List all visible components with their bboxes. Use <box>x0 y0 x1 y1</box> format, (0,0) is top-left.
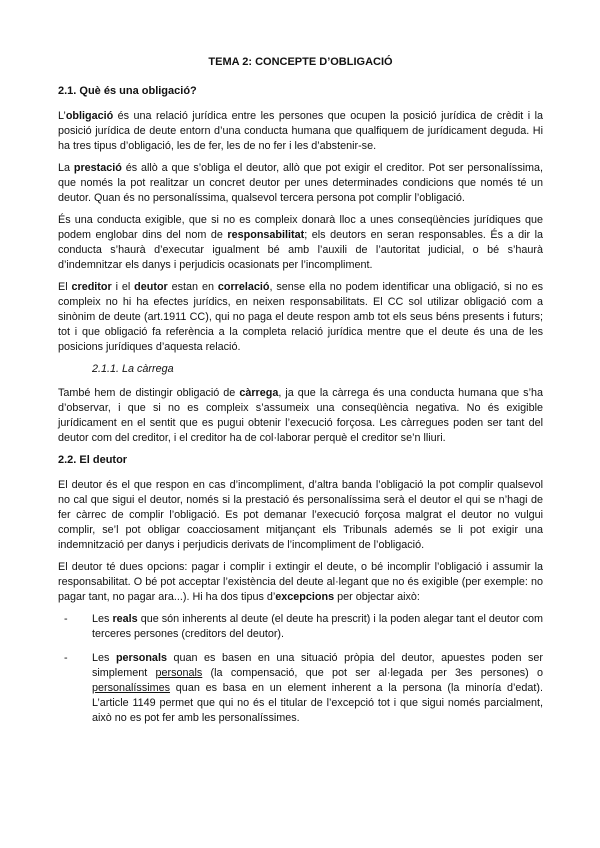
text-run: ; els deutors en seran responsables. És a dir la conducta s’haurà d’executar igualment bé amb l’auxili de l’autoritat judicial, o bé s’haurà d’indemnitzar els danys i perjudicis ocasionats per l’incompliment. <box>58 229 544 271</box>
underlined-term: personals <box>155 667 203 679</box>
bold-term: excepcions <box>275 591 335 603</box>
text-run: , sense ella no podem identificar una obligació, si no es compleix no hi ha efectes jurídics, en neixen responsabilitats. El CC sol utilizar obligació com a sinònim de deute (art.1911 CC), qui no paga el deute respon amb tot els seus béns presents i futurs; tot i que obligació fa referència a la completa relació jurídica mentre que el deute és una de les posicions jurídiques d’aquesta relació. <box>58 281 544 353</box>
paragraph <box>58 213 543 273</box>
text-run: estan en <box>167 281 218 293</box>
bold-term: responsabilitat <box>227 229 305 241</box>
text-run: La <box>58 162 74 174</box>
document-body <box>58 84 543 726</box>
paragraph <box>58 478 543 553</box>
paragraph <box>58 560 543 605</box>
paragraph <box>58 280 543 355</box>
text-run: quan es basen en una situació pròpia del deutor, apuestes poden ser simplement <box>92 652 543 679</box>
subsection-heading: 2.1.1. La càrrega <box>92 363 174 375</box>
bold-term: creditor <box>71 281 112 293</box>
section-heading: 2.1. Què és una obligació? <box>58 85 197 97</box>
text-run: Les <box>92 652 116 664</box>
bold-term: personals <box>115 652 167 664</box>
text-run: , ja que la càrrega és una conducta humana que s’ha d’observar, i que si no es compleix s’assumeix una conseqüència negativa. No és exigible jurídicament en el sentit que es pugui obtenir l’execució forçosa. Les càrregues poden ser tant del deutor com del creditor, i el creditor ha de col·laborar perquè el creditor se’n lliuri. <box>58 387 543 444</box>
bold-term: prestació <box>73 162 122 174</box>
text-run: quan es basa en un element inherent a la persona (la minoría d’edat). L’article 1149 permet que qui no és el titular de l’excepció tot i que sigui només parcialment, això no es pot fer amb les personalíssimes. <box>92 682 543 724</box>
bold-term: càrrega <box>239 387 279 399</box>
list-item <box>58 651 543 726</box>
bold-term: correlació <box>217 281 270 293</box>
bold-term: reals <box>112 613 138 625</box>
bullet-dash: - <box>64 652 68 664</box>
text-run: El deutor té dues opcions: pagar i complir i extingir el deute, o bé incomplir l’obligació i assumir la responsabilitat. O bé pot acceptar l’existència del deute al·legant que no és exigible (per exemple: no pagar tant, no pagar ara...). Hi ha dos tipus d’ <box>58 561 543 603</box>
paragraph <box>58 386 543 446</box>
document-page <box>58 55 543 735</box>
text-run: El deutor és el que respon en cas d’incompliment, d’altra banda l’obligació la pot complir qualsevol no cal que sigui el deutor, només si la prestació és personalíssima serà el deutor el qui se n’hagi de fer càrrec de complir l’obligació. Es pot demanar l’execució forçosa malgrat el deutor no vulgui complir, se’l pot obligar coacciosament mitjançant els Tribunals ademés se li pot exigir una indemnització per danys i perjudicis derivats de l’incompliment de l’obligació. <box>58 479 543 551</box>
text-run: és una relació jurídica entre les persones que ocupen la posició jurídica de crèdit i la posició jurídica de deute entorn d’una conducta humana que qualfiquem de jurídicament deguda. Hi ha tres tipus d’obligació, les de fer, les de no fer i les d’abstenir-se. <box>58 110 543 152</box>
bold-term: deutor <box>134 281 168 293</box>
text-run: Les <box>92 613 113 625</box>
paragraph <box>58 161 543 206</box>
text-run: per objectar això: <box>334 591 420 603</box>
document-title: TEMA 2: CONCEPTE D’OBLIGACIÓ <box>208 56 393 68</box>
text-run: El <box>58 281 72 293</box>
bold-term: obligació <box>65 110 114 122</box>
text-run: (la compensació, que pot ser al·legada per 3es persones) o <box>202 667 543 679</box>
text-run: És una conducta exigible, que si no es compleix donarà lloc a unes conseqüències jurídiques que podem englobar dins del nom de <box>58 214 543 241</box>
text-run: i el <box>111 281 135 293</box>
bullet-dash: - <box>64 613 68 625</box>
list-item <box>58 612 543 642</box>
text-run: L’ <box>58 110 66 122</box>
text-run: que són inherents al deute (el deute ha prescrit) i la poden alegar tant el deutor com terceres persones (creditors del deutor). <box>92 613 543 640</box>
text-run: és allò a que s’obliga el deutor, allò que pot exigir el creditor. Pot ser personalíssima, que només la pot realitzar un concret deutor per unes determinades condicions que només té un deutor. Quan és no personalíssima, qualsevol tercera persona pot complir l’obligació. <box>58 162 543 204</box>
text-run: També hem de distingir obligació de <box>58 387 240 399</box>
underlined-term: personalíssimes <box>92 682 171 694</box>
paragraph <box>58 109 543 154</box>
section-heading: 2.2. El deutor <box>58 454 128 466</box>
